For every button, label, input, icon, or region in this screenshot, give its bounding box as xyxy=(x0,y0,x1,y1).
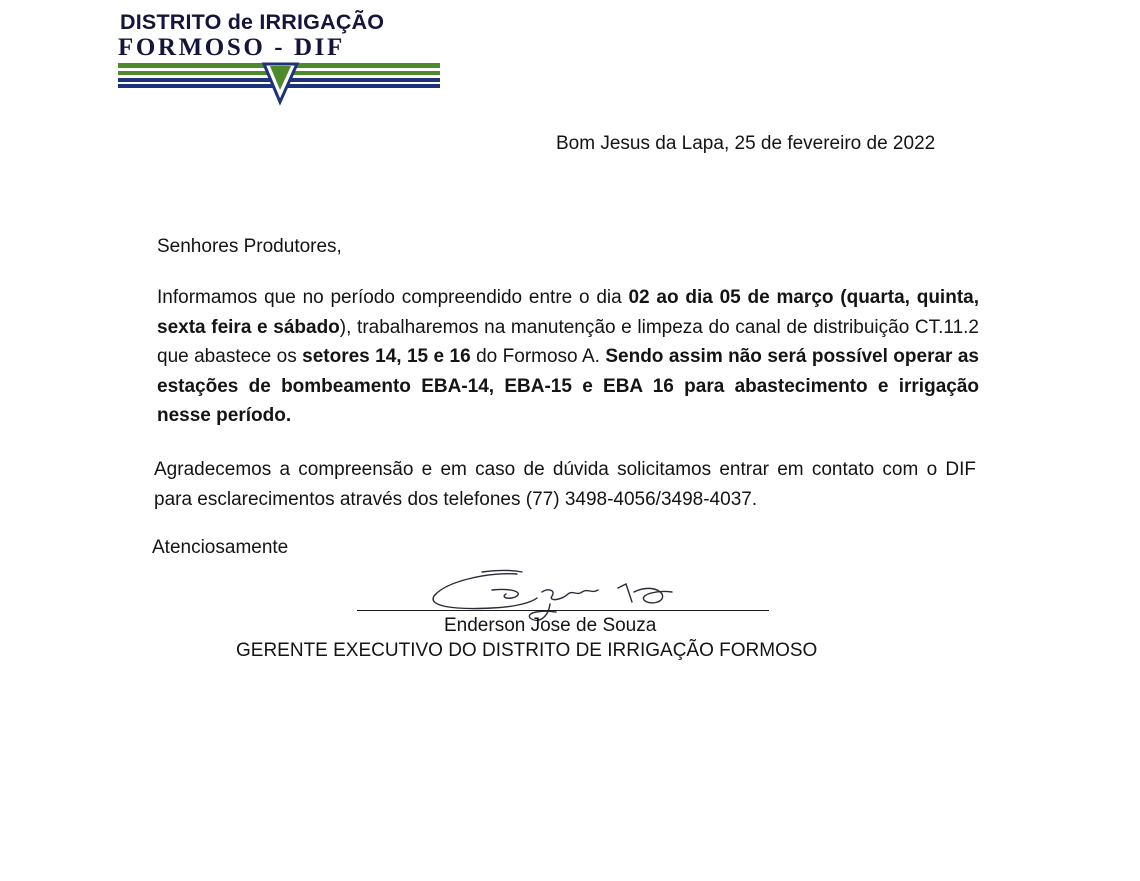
handwritten-signature xyxy=(422,562,702,622)
signer-name: Enderson Jose de Souza xyxy=(444,615,657,636)
signer-title: GERENTE EXECUTIVO DO DISTRITO DE IRRIGAÇÃO FORMOSO xyxy=(236,640,818,661)
logo-stripes-graphic xyxy=(118,60,448,110)
notice-text: Informamos que no período compreendido entre o dia xyxy=(157,287,629,308)
letter-date: Bom Jesus da Lapa, 25 de fevereiro de 2022 xyxy=(556,133,936,154)
notice-paragraph xyxy=(157,283,979,431)
dif-logo xyxy=(118,6,448,106)
contact-paragraph: Agradecemos a compreensão e em caso de dúvida solicitamos entrar em contato com o DIF para esclarecimentos através dos telefones (77) 3498-4056/3498-4037. xyxy=(154,459,976,510)
logo-line-1: DISTRITO de IRRIGAÇÃO xyxy=(120,10,385,34)
closing: Atenciosamente xyxy=(152,537,289,558)
notice-text: ), trabalharemos na manutenção e limpeza do canal de distribuição CT.11.2 que abastece os xyxy=(157,316,979,368)
salutation: Senhores Produtores, xyxy=(157,236,342,257)
logo-line-2: FORMOSO - DIF xyxy=(118,34,345,61)
notice-highlight: Sendo assim não será possível operar as estações de bombeamento EBA-14, EBA-15 e EBA 16 para abastecimento e irrigação nesse período. xyxy=(157,346,979,427)
notice-text: do Formoso A. xyxy=(470,346,606,368)
notice-highlight: setores 14, 15 e 16 xyxy=(302,346,471,368)
notice-highlight: 02 ao dia 05 de março (quarta, quinta, sexta feira e sábado xyxy=(157,287,979,338)
signature-line xyxy=(357,610,769,611)
